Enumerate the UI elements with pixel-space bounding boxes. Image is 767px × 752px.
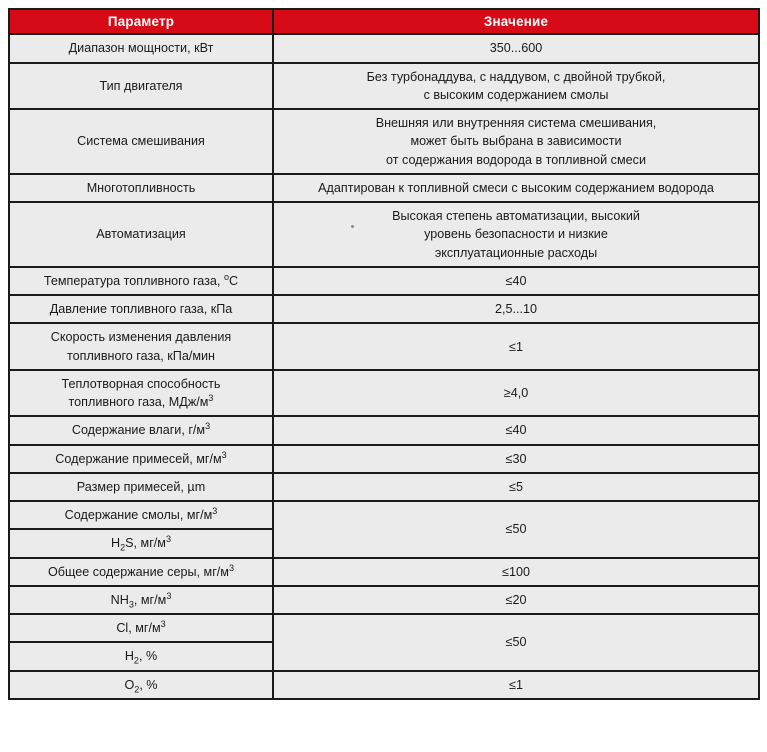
column-header-parameter: Параметр: [9, 9, 273, 34]
parameter-cell: Температура топливного газа, $^o$C: [9, 267, 273, 295]
table-row: [9, 586, 759, 614]
table-row: [9, 109, 759, 174]
table-row: [9, 63, 759, 110]
table-row: [9, 501, 759, 529]
parameter-cell: $H_2S$, $мг/м^3$: [9, 529, 273, 557]
table-body: [9, 34, 759, 699]
value-cell: 350...600: [273, 34, 759, 62]
table-row: [9, 370, 759, 417]
parameter-cell: Тип двигателя: [9, 63, 273, 110]
value-cell: Высокая степень автоматизации, высокий уровень безопасности и низкие эксплуатационные расходы: [273, 202, 759, 267]
parameter-cell: Cl, $мг/м^3$: [9, 614, 273, 642]
table-row: [9, 473, 759, 501]
value-cell: ≤40: [273, 416, 759, 444]
table-row: [9, 34, 759, 62]
value-cell: ≤20: [273, 586, 759, 614]
parameter-cell: Общее содержание серы, $мг/м^3$: [9, 558, 273, 586]
table-row: [9, 671, 759, 699]
parameter-cell: Диапазон мощности, кВт: [9, 34, 273, 62]
value-cell: ≤40: [273, 267, 759, 295]
value-cell: ≤5: [273, 473, 759, 501]
parameter-cell: Содержание влаги, $г/м^3$: [9, 416, 273, 444]
parameter-cell: Система смешивания: [9, 109, 273, 174]
value-cell: ≤30: [273, 445, 759, 473]
parameter-cell: Скорость изменения давления топливного газа, кПа/мин: [9, 323, 273, 370]
value-cell: ≥4,0: [273, 370, 759, 417]
value-cell: ≤50: [273, 501, 759, 558]
parameter-cell: $O_2$, %: [9, 671, 273, 699]
table-row: [9, 323, 759, 370]
table-row: [9, 614, 759, 642]
parameter-cell: Автоматизация: [9, 202, 273, 267]
value-cell: ≤1: [273, 323, 759, 370]
table-row: [9, 445, 759, 473]
parameter-cell: Давление топливного газа, кПа: [9, 295, 273, 323]
table-header: [9, 9, 759, 34]
specification-table-container: [8, 8, 758, 745]
table-row: [9, 295, 759, 323]
parameter-cell: Содержание примесей, $мг/м^3$: [9, 445, 273, 473]
table-row: [9, 267, 759, 295]
specification-table: [8, 8, 760, 700]
parameter-cell: Размер примесей, µm: [9, 473, 273, 501]
parameter-cell: $NH_3$, $мг/м^3$: [9, 586, 273, 614]
table-row: [9, 202, 759, 267]
table-header-row: [9, 9, 759, 34]
parameter-cell: Содержание смолы, $мг/м^3$: [9, 501, 273, 529]
table-row: [9, 416, 759, 444]
value-cell: Без турбонаддува, с наддувом, с двойной трубкой, с высоким содержанием смолы: [273, 63, 759, 110]
value-cell: Адаптирован к топливной смеси с высоким содержанием водорода: [273, 174, 759, 202]
value-cell: 2,5...10: [273, 295, 759, 323]
table-row: [9, 558, 759, 586]
value-cell: ≤1: [273, 671, 759, 699]
table-row: [9, 174, 759, 202]
value-cell: ≤100: [273, 558, 759, 586]
parameter-cell: Многотопливность: [9, 174, 273, 202]
column-header-value: Значение: [273, 9, 759, 34]
parameter-cell: $H_2$, %: [9, 642, 273, 670]
value-cell: Внешняя или внутренняя система смешивания, может быть выбрана в зависимости от содержания водорода в топливной смеси: [273, 109, 759, 174]
parameter-cell: Теплотворная способность топливного газа, МДж/$м^3$: [9, 370, 273, 417]
value-cell: ≤50: [273, 614, 759, 671]
